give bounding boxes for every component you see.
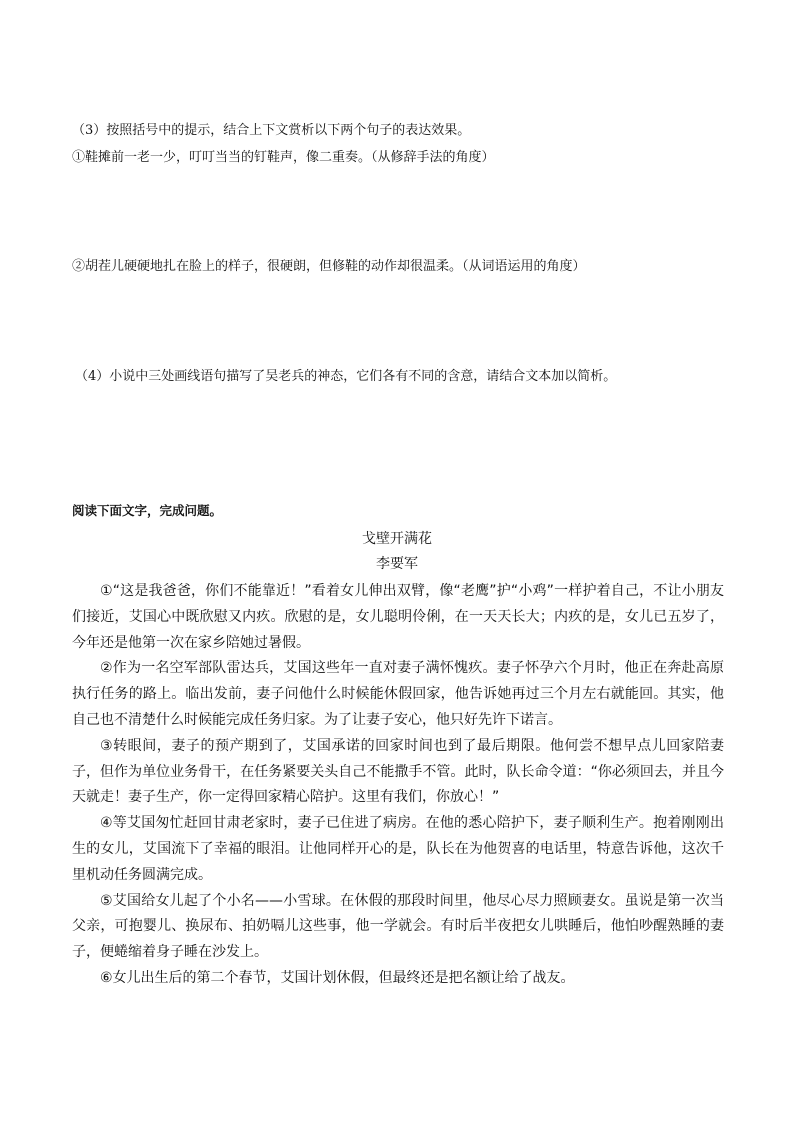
story-author: 李要军: [376, 556, 418, 572]
question-3: （3）按照括号中的提示，结合上下文赏析以下两个句子的表达效果。: [72, 123, 471, 138]
passage-instruction: 阅读下面文字，完成问题。: [72, 503, 223, 518]
story-paragraph-4: ④等艾国匆忙赶回甘肃老家时，妻子已住进了病房。在他的悉心陪护下，妻子顺利生产。抱着刚刚出生的女儿，艾国流下了幸福的眼泪。让他同样开心的是，队长在为他贺喜的电话里，特意告诉他，这次千里机动任务圆满完成。: [72, 815, 724, 883]
story-paragraph-1: ①“这是我爸爸，你们不能靠近！”看着女儿伸出双臂，像“老鹰”护“小鸡”一样护着自己，不让小朋友们接近，艾国心中既欣慰又内疚。欣慰的是，女儿聪明伶俐，在一天天长大；内疚的是，女儿已五岁了，今年还是他第一次在家乡陪她过暑假。: [72, 583, 724, 651]
story-paragraph-3: ③转眼间，妻子的预产期到了，艾国承诺的回家时间也到了最后期限。他何尝不想早点儿回家陪妻子，但作为单位业务骨干，在任务紧要关头自己不能撒手不管。此时，队长命令道：“你必须回去，并且今天就走！妻子生产，你一定得回家精心陪护。这里有我们，你放心！”: [72, 737, 724, 806]
story-paragraph-2: ②作为一名空军部队雷达兵，艾国这些年一直对妻子满怀愧疚。妻子怀孕六个月时，他正在奔赴高原执行任务的路上。临出发前，妻子问他什么时候能休假回家，他告诉她再过三个月左右就能回。其实，他自己也不清楚什么时候能完成任务归家。为了让妻子安心，他只好先许下诺言。: [72, 660, 724, 728]
question-3-sentence-1: ①鞋摊前一老一少，叮叮当当的钉鞋声，像二重奏。（从修辞手法的角度）: [72, 150, 495, 165]
story-title: 戈壁开满花: [362, 531, 432, 547]
story-paragraph-6: ⑥女儿出生后的第二个春节，艾国计划休假，但最终还是把名额让给了战友。: [100, 969, 575, 986]
question-3-sentence-2: ②胡茬儿硬硬地扎在脸上的样子，很硬朗，但修鞋的动作却很温柔。（从词语运用的角度）: [72, 259, 586, 274]
question-4: （4）小说中三处画线语句描写了吴老兵的神态，它们各有不同的含意，请结合文本加以简析。: [75, 369, 617, 384]
story-body: [72, 579, 724, 992]
story-paragraph-5: ⑤艾国给女儿起了个小名——小雪球。在休假的那段时间里，他尽心尽力照顾妻女。虽说是第一次当父亲，可抱婴儿、换尿布、拍奶嗝儿这些事，他一学就会。有时后半夜把女儿哄睡后，他怕吵醒熟睡的妻子，便蜷缩着身子睡在沙发上。: [72, 892, 724, 961]
